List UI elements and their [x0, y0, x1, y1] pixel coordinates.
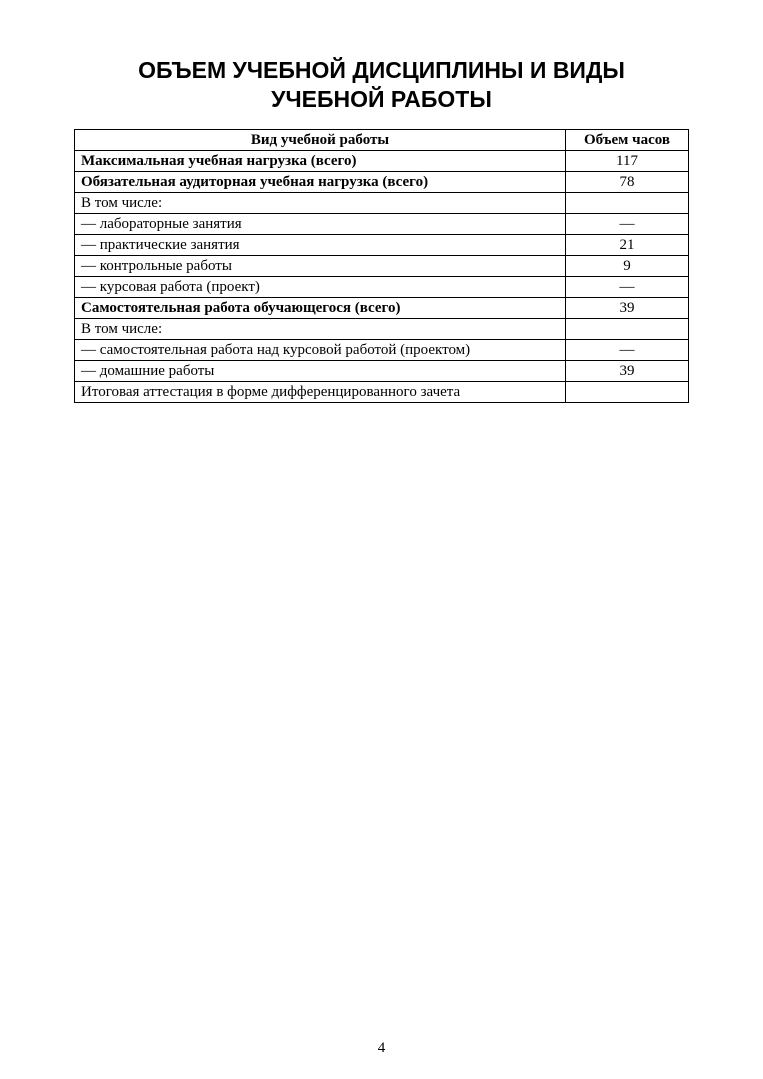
- row-label: В том числе:: [75, 319, 566, 340]
- header-work-type: Вид учебной работы: [75, 130, 566, 151]
- row-label: Обязательная аудиторная учебная нагрузка (всего): [75, 172, 566, 193]
- table-row: [75, 277, 689, 298]
- row-value: 39: [566, 298, 689, 319]
- page-title: [0, 56, 763, 114]
- table-row: [75, 361, 689, 382]
- table-row: [75, 214, 689, 235]
- row-label: — лабораторные занятия: [75, 214, 566, 235]
- row-label: — практические занятия: [75, 235, 566, 256]
- row-value: [566, 193, 689, 214]
- row-label: — самостоятельная работа над курсовой работой (проектом): [75, 340, 566, 361]
- row-value: —: [566, 214, 689, 235]
- row-label: — домашние работы: [75, 361, 566, 382]
- table-row: [75, 382, 689, 403]
- table-row: [75, 298, 689, 319]
- row-label: — контрольные работы: [75, 256, 566, 277]
- row-value: 21: [566, 235, 689, 256]
- row-value: [566, 319, 689, 340]
- table-row: [75, 151, 689, 172]
- header-hours: Объем часов: [566, 130, 689, 151]
- row-label: Самостоятельная работа обучающегося (всего): [75, 298, 566, 319]
- row-label: В том числе:: [75, 193, 566, 214]
- page-number: 4: [377, 1040, 386, 1056]
- row-value: —: [566, 340, 689, 361]
- row-label: — курсовая работа (проект): [75, 277, 566, 298]
- row-label: Итоговая аттестация в форме дифференцированного зачета: [75, 382, 566, 403]
- row-value: 78: [566, 172, 689, 193]
- row-value: [566, 382, 689, 403]
- row-value: —: [566, 277, 689, 298]
- page-title-line-1: ОБЪЕМ УЧЕБНОЙ ДИСЦИПЛИНЫ И ВИДЫ: [138, 57, 625, 83]
- row-label: Максимальная учебная нагрузка (всего): [75, 151, 566, 172]
- study-hours-table: [74, 129, 689, 403]
- table-row: [75, 235, 689, 256]
- table-row: [75, 319, 689, 340]
- page-title-line-2: УЧЕБНОЙ РАБОТЫ: [271, 86, 492, 112]
- table-row: [75, 193, 689, 214]
- table-row: [75, 256, 689, 277]
- table-row: [75, 172, 689, 193]
- row-value: 39: [566, 361, 689, 382]
- row-value: 9: [566, 256, 689, 277]
- table-row: [75, 340, 689, 361]
- table-header-row: [75, 130, 689, 151]
- row-value: 117: [566, 151, 689, 172]
- table-body: [75, 151, 689, 403]
